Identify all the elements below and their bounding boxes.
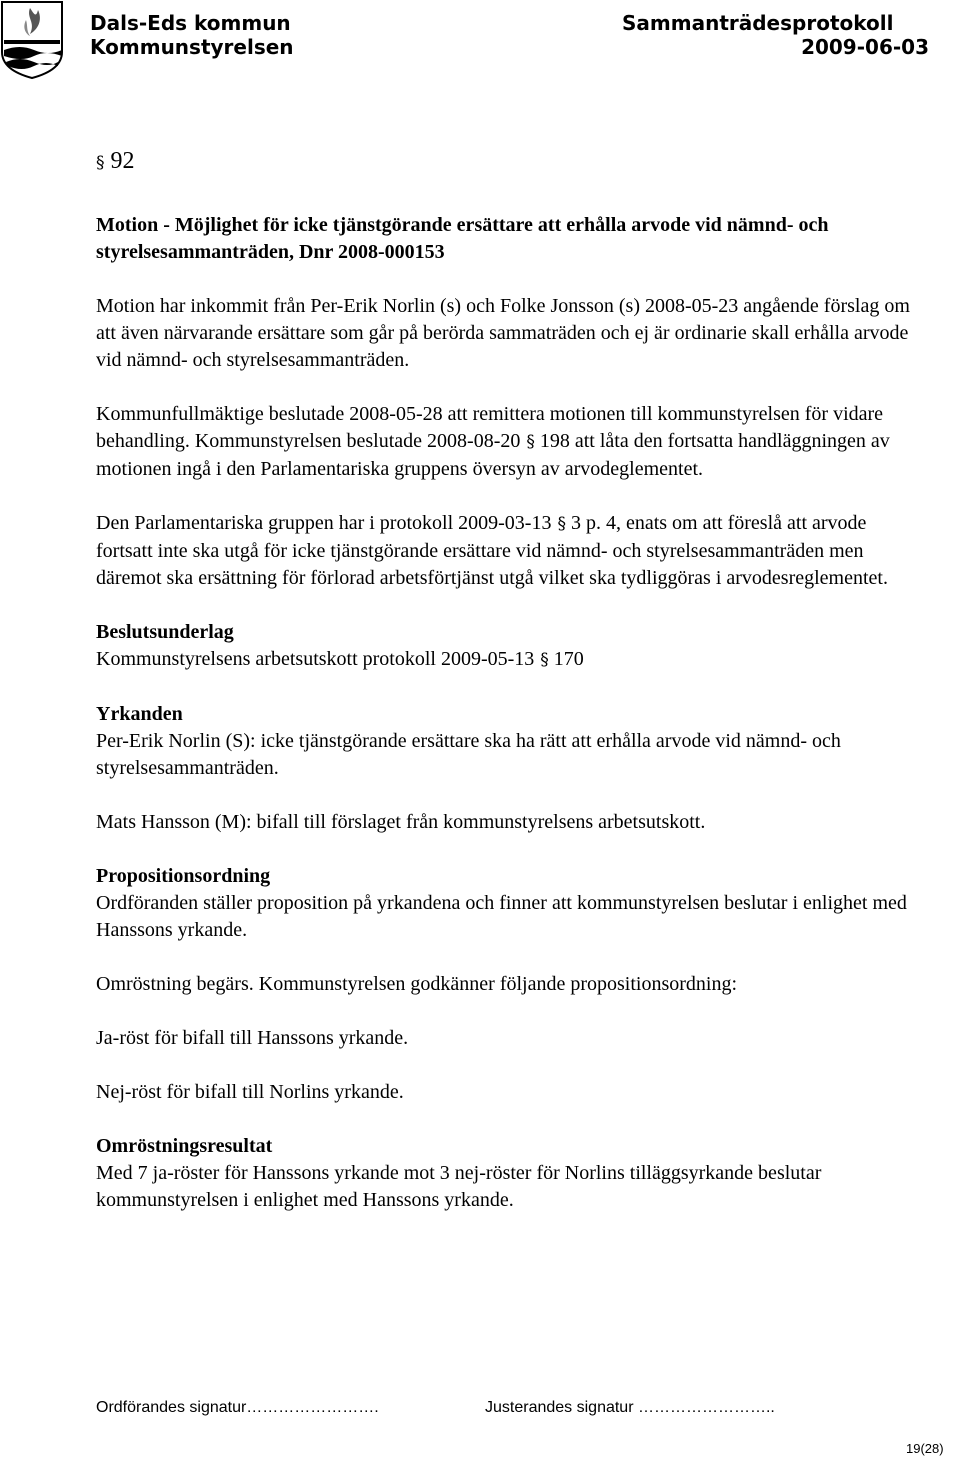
vote-requested-text: Omröstning begärs. Kommunstyrelsen godkänner följande propositionsordning: (96, 973, 738, 995)
section-symbol: § (526, 432, 535, 452)
organ-name: Kommunstyrelsen (90, 35, 294, 59)
proposition-text: Ordföranden ställer proposition på yrkandena och finner att kommunstyrelsen beslutar i enlighet med Hanssons yrkande. (96, 892, 907, 941)
yrkande-hansson: Mats Hansson (M): bifall till förslaget från kommunstyrelsens arbetsutskott. (96, 811, 706, 833)
heading-propositionsordning: Propositionsordning (96, 865, 271, 887)
municipality-name: Dals-Eds kommun (90, 11, 291, 35)
matter-title: Motion - Möjlighet för icke tjänstgörande ersättare att erhålla arvode vid nämnd- och styrelsesammanträden, Dnr 2008-000153 (96, 214, 829, 263)
section-symbol: § (96, 153, 105, 173)
paragraph-remittance: Kommunfullmäktige beslutade 2008-05-28 att remittera motionen till kommunstyrelsen för vidare behandling. Kommunstyrelsen beslutade 2008-08-20 § 198 att låta den fortsatta handläggningen av motionen ingå i den Parlamentariska gruppens översyn av arvodeglementet. (96, 403, 890, 480)
protocol-content (96, 146, 926, 1214)
vote-yes-option: Ja-röst för bifall till Hanssons yrkande. (96, 1027, 409, 1049)
section-symbol: § (540, 650, 549, 670)
header-left (90, 11, 294, 59)
meeting-date: 2009-06-03 (801, 35, 929, 59)
chair-signature-line: Ordförandes signatur……………………. (96, 1399, 379, 1416)
vote-no-option: Nej-röst för bifall till Norlins yrkande. (96, 1081, 404, 1103)
paragraph-motion: Motion har inkommit från Per-Erik Norlin (s) och Folke Jonsson (s) 2008-05-23 angående förslag om att även närvarande ersättare som går på berörda sammaträden och ej är ordinarie skall erhålla arvode vid nämnd- och styrelsesammanträden. (96, 295, 910, 371)
header-right (622, 11, 929, 59)
heading-omrostningsresultat: Omröstningsresultat (96, 1135, 273, 1157)
document-type: Sammanträdesprotokoll (622, 11, 894, 35)
page-number: 19(28) (906, 1441, 944, 1456)
paragraph-parliamentary-group: Den Parlamentariska gruppen har i protokoll 2009-03-13 § 3 p. 4, enats om att föreslå att arvode fortsatt inte ska utgå för icke tjänstgörande ersättare vid nämnd- och styrelsesammanträden men däremot ska ersättning för förlorad arbetsförtjänst utgå vilket ska tydliggöras i arvodesreglementet. (96, 512, 888, 589)
section-symbol: § (557, 514, 566, 534)
beslutsunderlag-text: Kommunstyrelsens arbetsutskott protokoll 2009-05-13 § 170 (96, 648, 584, 670)
adjuster-signature-line: Justerandes signatur …………………….. (485, 1399, 775, 1416)
municipal-coat-of-arms-logo (0, 0, 64, 80)
vote-result-text: Med 7 ja-röster för Hanssons yrkande mot 3 nej-röster för Norlins tilläggsyrkande beslutar kommunstyrelsen i enlighet med Hanssons yrkande. (96, 1162, 822, 1211)
yrkande-norlin: Per-Erik Norlin (S): icke tjänstgörande ersättare ska ha rätt att erhålla arvode vid nämnd- och styrelsesammanträden. (96, 730, 841, 779)
heading-beslutsunderlag: Beslutsunderlag (96, 621, 234, 643)
section-number: § 92 (96, 148, 135, 174)
heading-yrkanden: Yrkanden (96, 703, 183, 725)
